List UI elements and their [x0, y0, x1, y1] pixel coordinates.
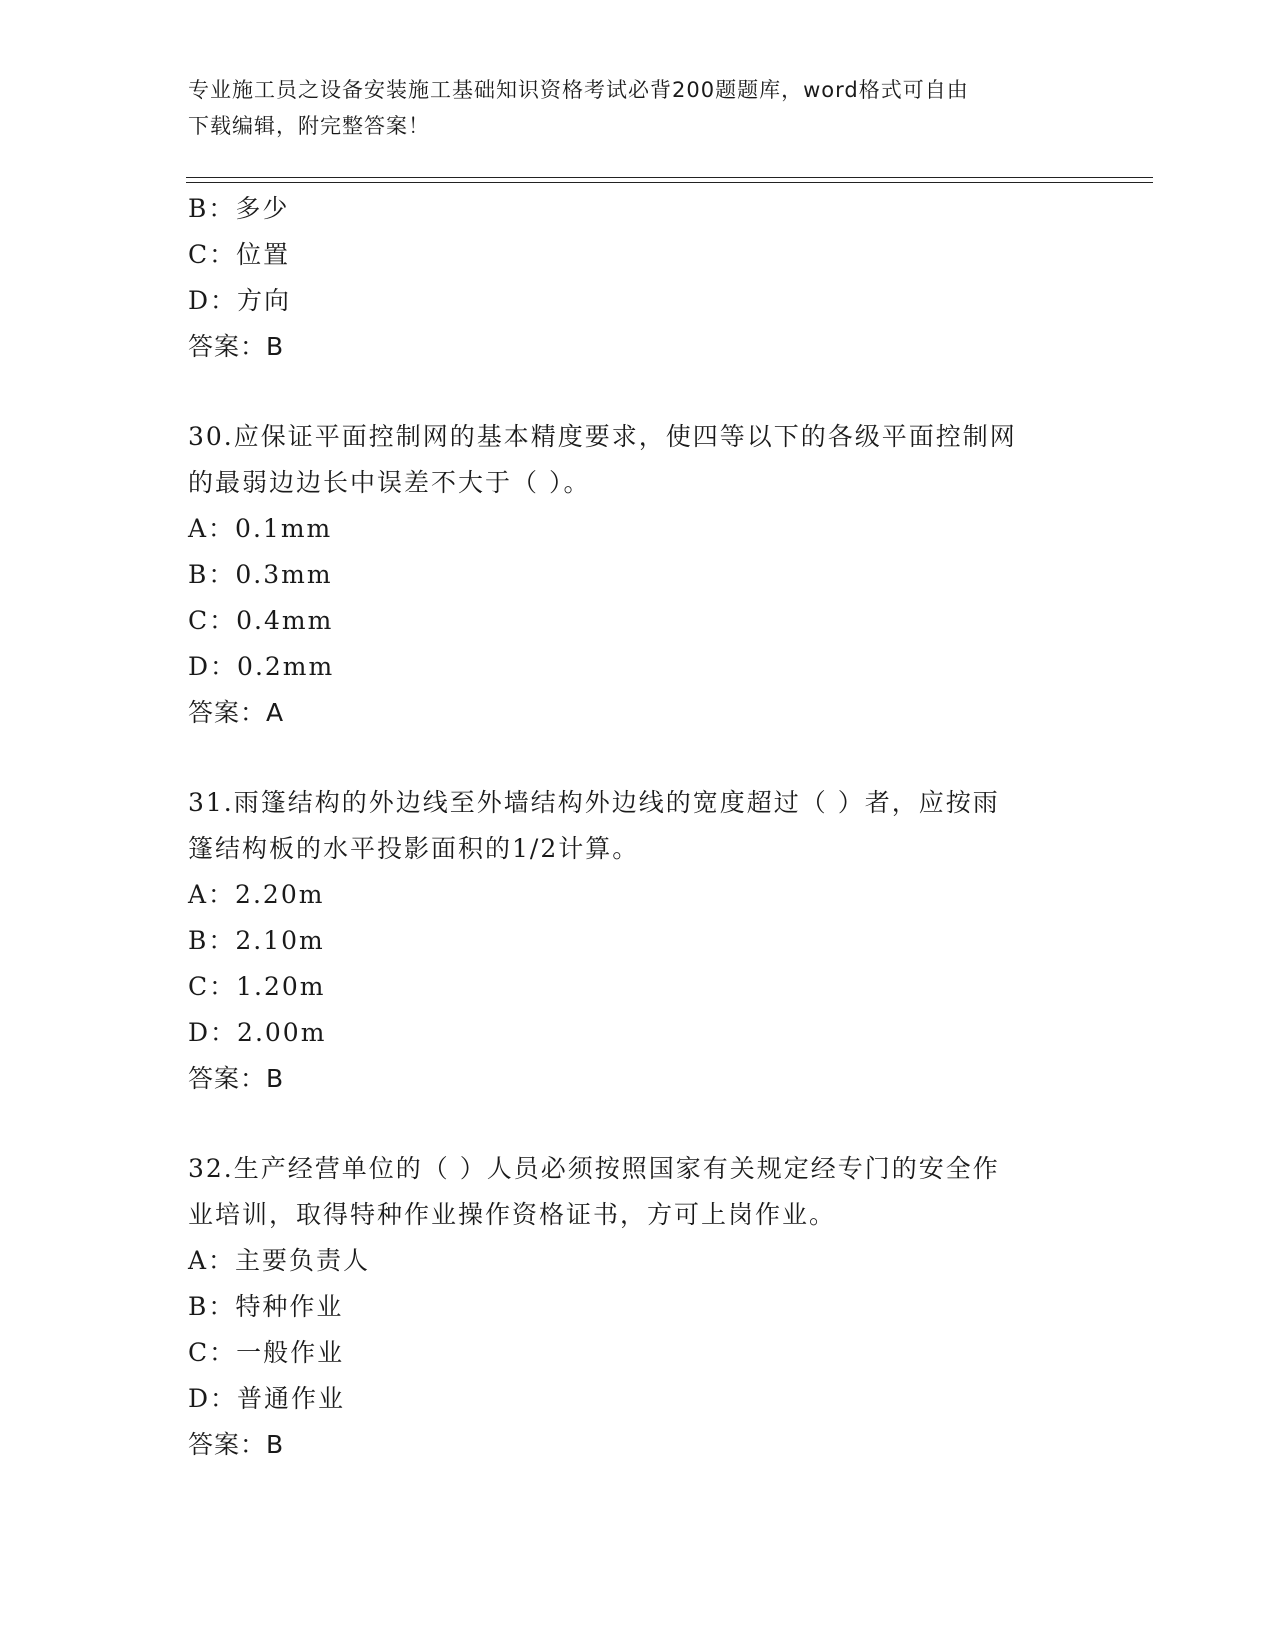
- question-text-line: 业培训，取得特种作业操作资格证书，方可上岗作业。: [188, 1200, 837, 1229]
- question-32: [188, 1146, 1088, 1468]
- question-text-line: 32.生产经营单位的（ ）人员必须按照国家有关规定经专门的安全作: [188, 1154, 1000, 1183]
- question-30: [188, 414, 1088, 736]
- document-header: [188, 72, 1088, 144]
- option-b: B：2.10m: [188, 926, 325, 955]
- option-b: B：特种作业: [188, 1292, 344, 1321]
- option-a: A：2.20m: [188, 880, 325, 909]
- option-b: B：0.3mm: [188, 560, 333, 589]
- option-d: D：普通作业: [188, 1384, 346, 1413]
- header-line-2: 下载编辑，附完整答案！: [188, 114, 430, 138]
- question-list: [188, 186, 1088, 1468]
- question-text-line: 的最弱边边长中误差不大于（ ）。: [188, 468, 591, 497]
- option-d: D：2.00m: [188, 1018, 327, 1047]
- question-29-continued: [188, 186, 1088, 370]
- answer: 答案：B: [188, 332, 285, 361]
- option-a: A：主要负责人: [188, 1246, 371, 1275]
- option-c: C：1.20m: [188, 972, 326, 1001]
- question-text-line: 30.应保证平面控制网的基本精度要求，使四等以下的各级平面控制网: [188, 422, 1017, 451]
- header-line-1: 专业施工员之设备安装施工基础知识资格考试必背200题题库，word格式可自由: [188, 78, 969, 102]
- question-text-line: 篷结构板的水平投影面积的1/2计算。: [188, 834, 640, 863]
- answer: 答案：A: [188, 698, 285, 727]
- answer: 答案：B: [188, 1064, 285, 1093]
- option-d: D：0.2mm: [188, 652, 335, 681]
- option-c: C：位置: [188, 240, 291, 269]
- option-c: C：0.4mm: [188, 606, 334, 635]
- header-divider-bottom: [186, 182, 1153, 183]
- option-b: B：多少: [188, 194, 290, 223]
- question-31: [188, 780, 1088, 1102]
- answer: 答案：B: [188, 1430, 285, 1459]
- option-a: A：0.1mm: [188, 514, 333, 543]
- option-d: D：方向: [188, 286, 292, 315]
- header-divider-top: [186, 177, 1153, 178]
- option-c: C：一般作业: [188, 1338, 345, 1367]
- question-text-line: 31.雨篷结构的外边线至外墙结构外边线的宽度超过（ ）者，应按雨: [188, 788, 1000, 817]
